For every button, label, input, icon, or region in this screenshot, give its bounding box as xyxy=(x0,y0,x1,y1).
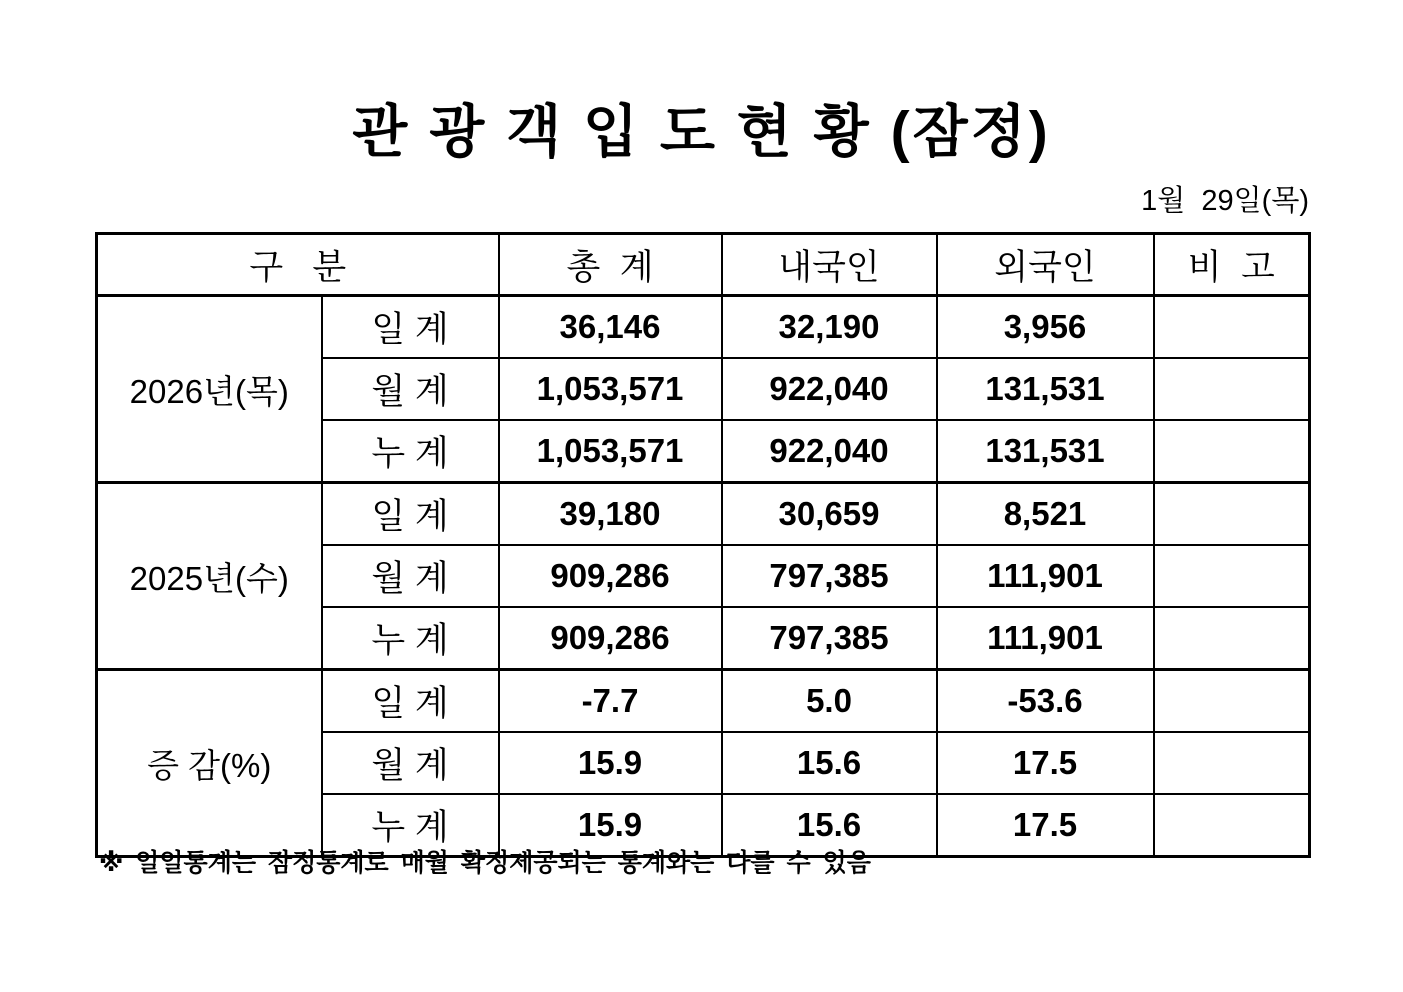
cell-note xyxy=(1154,296,1310,359)
row-sub-label: 누 계 xyxy=(322,607,499,670)
cell-note xyxy=(1154,607,1310,670)
cell-domestic: 922,040 xyxy=(722,420,937,483)
row-sub-label: 월 계 xyxy=(322,358,499,420)
cell-domestic: 32,190 xyxy=(722,296,937,359)
col-header-total: 총 계 xyxy=(499,234,722,296)
col-header-category: 구 분 xyxy=(97,234,499,296)
table-row xyxy=(97,670,1310,733)
row-sub-label: 일 계 xyxy=(322,483,499,546)
row-sub-label: 일 계 xyxy=(322,670,499,733)
cell-total: 1,053,571 xyxy=(499,358,722,420)
cell-note xyxy=(1154,545,1310,607)
cell-note xyxy=(1154,358,1310,420)
col-header-foreign: 외국인 xyxy=(937,234,1154,296)
cell-foreign: 111,901 xyxy=(937,607,1154,670)
cell-domestic: 797,385 xyxy=(722,607,937,670)
cell-note xyxy=(1154,420,1310,483)
cell-domestic: 5.0 xyxy=(722,670,937,733)
cell-foreign: -53.6 xyxy=(937,670,1154,733)
cell-foreign: 8,521 xyxy=(937,483,1154,546)
cell-domestic: 15.6 xyxy=(722,732,937,794)
cell-domestic: 15.6 xyxy=(722,794,937,857)
cell-foreign: 3,956 xyxy=(937,296,1154,359)
row-sub-label: 일 계 xyxy=(322,296,499,359)
col-header-note: 비 고 xyxy=(1154,234,1310,296)
cell-total: 1,053,571 xyxy=(499,420,722,483)
cell-domestic: 797,385 xyxy=(722,545,937,607)
table-row xyxy=(97,296,1310,359)
cell-total: 36,146 xyxy=(499,296,722,359)
cell-note xyxy=(1154,794,1310,857)
cell-note xyxy=(1154,670,1310,733)
row-sub-label: 누 계 xyxy=(322,794,499,857)
row-sub-label: 월 계 xyxy=(322,545,499,607)
row-group-label-2026: 2026년(목) xyxy=(97,296,322,483)
cell-foreign: 131,531 xyxy=(937,420,1154,483)
row-sub-label: 월 계 xyxy=(322,732,499,794)
cell-total: 39,180 xyxy=(499,483,722,546)
header-row xyxy=(97,234,1310,296)
cell-domestic: 30,659 xyxy=(722,483,937,546)
footnote: ※ 일일통계는 잠정통계로 매월 확정제공되는 통계와는 다를 수 있음 xyxy=(99,849,871,877)
cell-domestic: 922,040 xyxy=(722,358,937,420)
row-sub-label: 누 계 xyxy=(322,420,499,483)
cell-foreign: 111,901 xyxy=(937,545,1154,607)
cell-total: 909,286 xyxy=(499,545,722,607)
cell-total: -7.7 xyxy=(499,670,722,733)
cell-foreign: 17.5 xyxy=(937,794,1154,857)
row-group-label-change: 증 감(%) xyxy=(97,670,322,857)
cell-note xyxy=(1154,483,1310,546)
page-title: 관 광 객 입 도 현 황 (잠정) xyxy=(352,100,1051,164)
cell-note xyxy=(1154,732,1310,794)
cell-total: 15.9 xyxy=(499,794,722,857)
cell-foreign: 131,531 xyxy=(937,358,1154,420)
row-group-label-2025: 2025년(수) xyxy=(97,483,322,670)
cell-total: 909,286 xyxy=(499,607,722,670)
table-row xyxy=(97,483,1310,546)
col-header-domestic: 내국인 xyxy=(722,234,937,296)
tourist-stats-table xyxy=(95,232,1311,858)
cell-foreign: 17.5 xyxy=(937,732,1154,794)
report-date: 1월 29일(목) xyxy=(1141,185,1309,217)
cell-total: 15.9 xyxy=(499,732,722,794)
